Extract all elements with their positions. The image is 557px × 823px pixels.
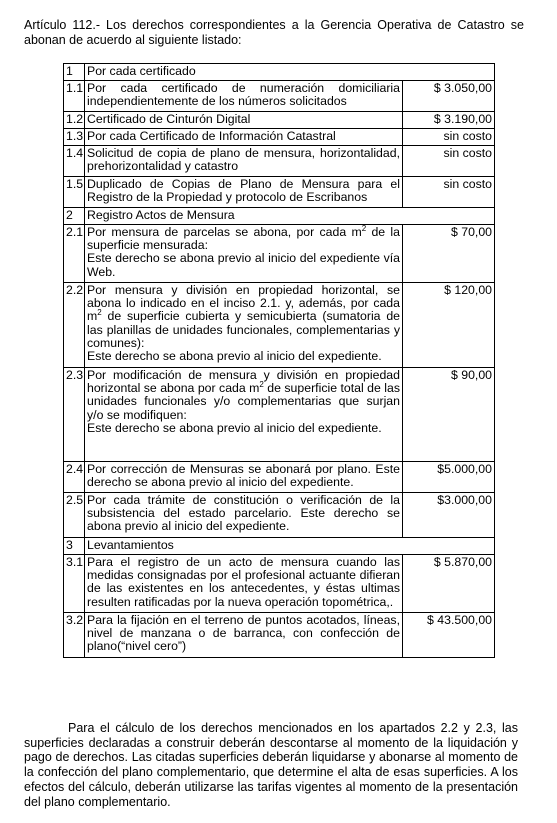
table-row <box>64 538 495 555</box>
row-number: 2.2 <box>64 283 85 368</box>
row-amount: $ 3.190,00 <box>403 112 495 129</box>
row-description: Registro Actos de Mensura <box>85 208 495 225</box>
row-description: Levantamientos <box>85 538 495 555</box>
row-amount: sin costo <box>403 177 495 208</box>
article-intro: Artículo 112.- Los derechos correspondientes a la Gerencia Operativa de Catastro se abonan de acuerdo al siguiente listado: <box>24 18 524 47</box>
table-row <box>64 208 495 225</box>
row-description: Por cada Certificado de Información Catastral <box>85 129 403 146</box>
row-note: Este derecho se abona previo al inicio del expediente. <box>87 349 382 364</box>
row-amount: $5.000,00 <box>403 462 495 493</box>
superscript: 2 <box>259 380 264 390</box>
row-number: 2.3 <box>64 368 85 462</box>
row-number: 3 <box>64 538 85 555</box>
row-description: Para el registro de un acto de mensura cuando las medidas consignadas por el profesional actuante difieran de las existentes en los antecedentes, y éstas ultimas resulten ratificadas por la nueva operación topométrica,. <box>85 555 403 613</box>
row-description-text: de superficie total de las unidades funcionales y/o complementarias que surjan y/o se modifiquen: <box>87 381 400 422</box>
superscript: 2 <box>361 223 367 233</box>
table-row <box>64 146 495 177</box>
table-row <box>64 81 495 112</box>
row-amount: $ 43.500,00 <box>403 613 495 658</box>
row-description: Certificado de Cinturón Digital <box>85 112 403 129</box>
row-amount: sin costo <box>403 129 495 146</box>
row-number: 1.2 <box>64 112 85 129</box>
row-description <box>85 368 403 462</box>
row-amount: $ 90,00 <box>403 368 495 462</box>
row-note: Este derecho se abona previo al inicio del expediente vía Web. <box>87 251 400 279</box>
row-amount: $ 70,00 <box>403 225 495 283</box>
row-amount: $ 3.050,00 <box>403 81 495 112</box>
row-number: 2 <box>64 208 85 225</box>
row-description: Por cada certificado <box>85 64 495 81</box>
table-row <box>64 112 495 129</box>
row-amount: $ 120,00 <box>403 283 495 368</box>
row-number: 1.3 <box>64 129 85 146</box>
row-description-text: de la superficie mensurada: <box>87 225 400 253</box>
table-row <box>64 177 495 208</box>
row-description-text: Por mensura de parcelas se abona, por cada m <box>87 225 362 239</box>
row-description: Solicitud de copia de plano de mensura, horizontalidad, prehorizontalidad y catastro <box>85 146 403 177</box>
row-description: Por cada certificado de numeración domiciliaria independientemente de los números solicitados <box>85 81 403 112</box>
table-row <box>64 613 495 658</box>
row-description: Por corrección de Mensuras se abonará por plano. Este derecho se abona previo al inicio del expediente. <box>85 462 403 493</box>
row-number: 3.2 <box>64 613 85 658</box>
row-number: 1.1 <box>64 81 85 112</box>
fee-table <box>63 63 495 658</box>
table-row <box>64 493 495 538</box>
row-description: Para la fijación en el terreno de puntos acotados, líneas, nivel de manzana o de barranca, con confección de plano(“nivel cero”) <box>85 613 403 658</box>
row-description: Por cada trámite de constitución o verificación de la subsistencia del estado parcelario. Este derecho se abona previo al inicio del expediente. <box>85 493 403 538</box>
row-amount: $ 5.870,00 <box>403 555 495 613</box>
row-number: 2.5 <box>64 493 85 538</box>
row-description <box>85 225 403 283</box>
row-description-text: Por modificación de mensura y división en propiedad horizontal se abona por cada m <box>87 368 400 396</box>
row-description-text: de superficie cubierta y semicubierta (sumatoria de las planillas de unidades funcionales, complementarias y comunes): <box>87 309 400 350</box>
row-number: 1 <box>64 64 85 81</box>
table-row <box>64 129 495 146</box>
table-row <box>64 368 495 462</box>
superscript: 2 <box>97 308 102 318</box>
table-row <box>64 64 495 81</box>
table-row <box>64 462 495 493</box>
row-number: 1.5 <box>64 177 85 208</box>
row-number: 2.1 <box>64 225 85 283</box>
table-row <box>64 225 495 283</box>
closing-paragraph: Para el cálculo de los derechos mencionados en los apartados 2.2 y 2.3, las superficies declaradas a construir deberán descontarse al momento de la liquidación y pago de derechos. Las citadas superficies deberán liquidarse y abonarse al momento de la confección del plano complementario, que determine el alta de esas superficies. A los efectos del cálculo, deberán utilizarse las tarifas vigentes al momento de la presentación del plano complementario. <box>24 721 518 809</box>
row-amount: $3.000,00 <box>403 493 495 538</box>
row-description <box>85 283 403 368</box>
row-amount: sin costo <box>403 146 495 177</box>
row-number: 1.4 <box>64 146 85 177</box>
table-row <box>64 555 495 613</box>
row-note: Este derecho se abona previo al inicio del expediente. <box>87 420 382 435</box>
table-row <box>64 283 495 368</box>
row-description-text: Por mensura y división en propiedad horizontal, se abona lo indicado en el inciso 2.1. y, además, por cada m <box>87 283 400 324</box>
row-number: 3.1 <box>64 555 85 613</box>
row-number: 2.4 <box>64 462 85 493</box>
row-description: Duplicado de Copias de Plano de Mensura para el Registro de la Propiedad y protocolo de Escribanos <box>85 177 403 208</box>
